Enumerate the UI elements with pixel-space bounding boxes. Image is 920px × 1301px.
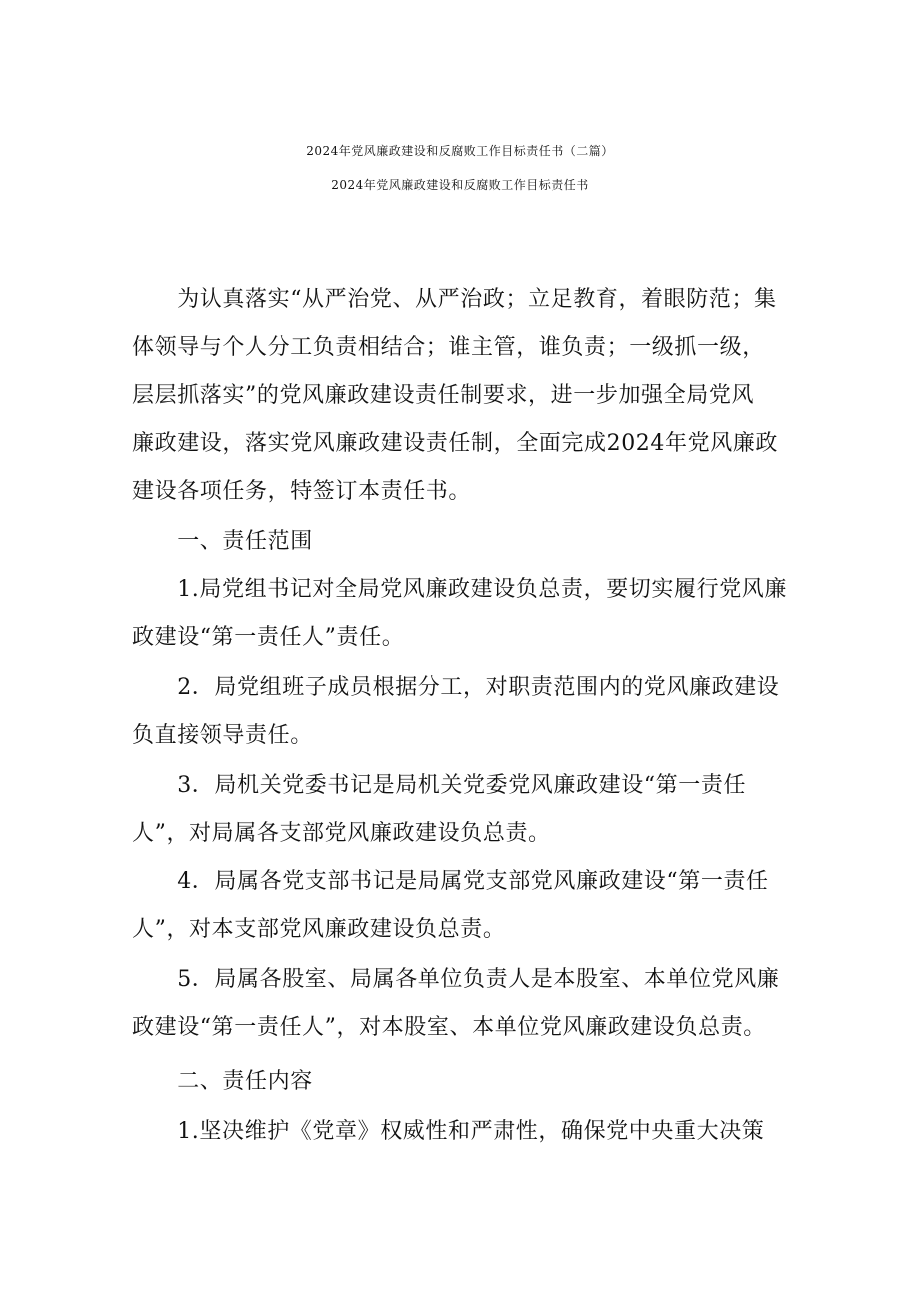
body-line: 1.局党组书记对全局党风廉政建设负总责，要切实履行党风廉 xyxy=(132,577,787,602)
body-line: 3．局机关党委书记是局机关党委党风廉政建设“第一责任 xyxy=(132,773,747,798)
body-line: 人”，对本支部党风廉政建设负总责。 xyxy=(132,917,506,942)
document-subtitle: 2024年党风廉政建设和反腐败工作目标责任书 xyxy=(331,178,589,192)
body-line: 2．局党组班子成员根据分工，对职责范围内的党风廉政建设 xyxy=(132,675,780,700)
body-line: 政建设“第一责任人”责任。 xyxy=(132,625,405,650)
body-line: 5．局属各股室、局属各单位负责人是本股室、本单位党风廉 xyxy=(132,967,780,992)
body-line: 建设各项任务，特签订本责任书。 xyxy=(132,479,472,504)
body-line: 政建设“第一责任人”，对本股室、本单位党风廉政建设负总责。 xyxy=(132,1015,766,1040)
document-title: 2024年党风廉政建设和反腐败工作目标责任书（二篇） xyxy=(306,144,614,158)
body-line: 廉政建设，落实党风廉政建设责任制，全面完成2024年党风廉政 xyxy=(132,431,778,456)
body-line: 体领导与个人分工负责相结合；谁主管，谁负责；一级抓一级， xyxy=(132,335,765,360)
section-heading: 二、责任内容 xyxy=(132,1069,313,1094)
body-line: 层层抓落实”的党风廉政建设责任制要求，进一步加强全局党风 xyxy=(132,383,755,408)
body-line: 人”，对局属各支部党风廉政建设负总责。 xyxy=(132,821,551,846)
body-line: 1.坚决维护《党章》权威性和严肃性，确保党中央重大决策 xyxy=(132,1119,765,1144)
body-line: 4．局属各党支部书记是局属党支部党风廉政建设“第一责任 xyxy=(132,869,769,894)
section-heading: 一、责任范围 xyxy=(132,529,313,554)
body-line: 为认真落实“从严治党、从严治政；立足教育，着眼防范；集 xyxy=(132,287,777,312)
body-line: 负直接领导责任。 xyxy=(132,723,313,748)
